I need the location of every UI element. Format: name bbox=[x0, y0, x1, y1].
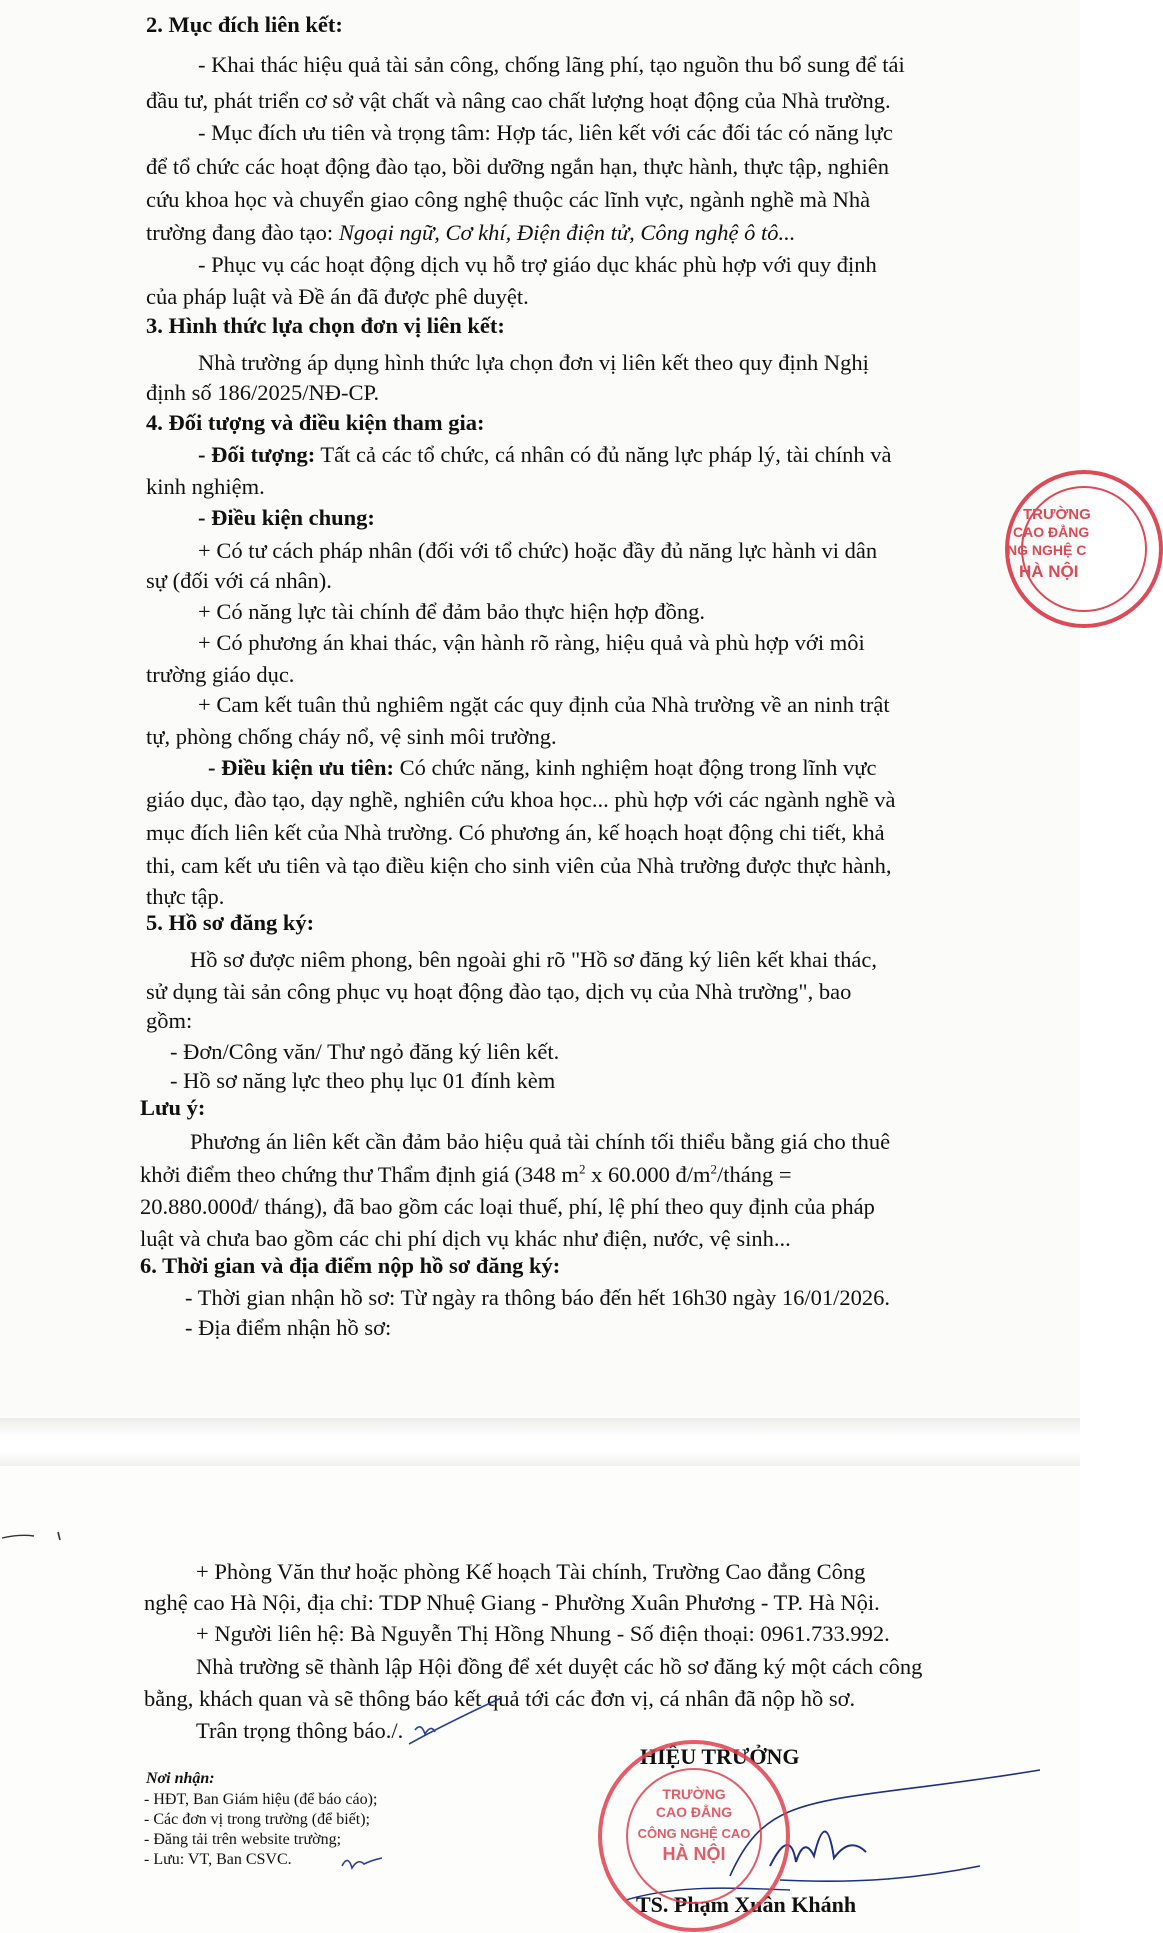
recipient-item: - Đăng tải trên website trường; bbox=[144, 1831, 342, 1848]
scan-mark bbox=[0, 1516, 80, 1556]
s2-paragraph-3-line-1: - Phục vụ các hoạt động dịch vụ hỗ trợ giáo dục khác phù hợp với quy định bbox=[198, 252, 877, 277]
s4-general-1-line-1: + Có tư cách pháp nhân (đối với tổ chức) hoặc đầy đủ năng lực hành vi dân bbox=[198, 538, 878, 563]
school-stamp-edge: TRƯỜNG CAO ĐẲNG NG NGHỆ C HÀ NỘI bbox=[1005, 470, 1163, 628]
s6-item-1: - Thời gian nhận hồ sơ: Từ ngày ra thông báo đến hết 16h30 ngày 16/01/2026. bbox=[185, 1285, 891, 1310]
s3-line-1: Nhà trường áp dụng hình thức lựa chọn đơn vị liên kết theo quy định Nghị bbox=[198, 350, 869, 375]
section-4-heading: 4. Đối tượng và điều kiện tham gia: bbox=[146, 410, 485, 435]
note-line-3: 20.880.000đ/ tháng), đã bao gồm các loại thuế, phí, lệ phí theo quy định của pháp bbox=[140, 1194, 875, 1219]
closing-line: Trân trọng thông báo./. bbox=[196, 1718, 404, 1743]
section-2-heading: 2. Mục đích liên kết: bbox=[146, 12, 343, 37]
address-line-1: + Phòng Văn thư hoặc phòng Kế hoạch Tài chính, Trường Cao đẳng Công bbox=[196, 1559, 866, 1584]
signer-name: TS. Phạm Xuân Khánh bbox=[636, 1892, 857, 1917]
s2-paragraph-2-line-4: trường đang đào tạo: Ngoại ngữ, Cơ khí, Điện điện tử, Công nghệ ô tô... bbox=[146, 220, 796, 245]
council-line-2: bằng, khách quan và sẽ thông báo kết quả tới các đơn vị, cá nhân đã nộp hồ sơ. bbox=[144, 1686, 856, 1711]
s4-general-4-line-2: tự, phòng chống cháy nổ, vệ sinh môi trường. bbox=[146, 724, 557, 749]
s2-paragraph-2-line-1: - Mục đích ưu tiên và trọng tâm: Hợp tác, liên kết với các đối tác có năng lực bbox=[198, 120, 893, 145]
s4-general-1-line-2: sự (đối với cá nhân). bbox=[146, 568, 332, 593]
training-fields: Ngoại ngữ, Cơ khí, Điện điện tử, Công nghệ ô tô... bbox=[338, 220, 796, 245]
s2-paragraph-2-line-2: để tổ chức các hoạt động đào tạo, bồi dưỡng ngắn hạn, thực hành, thực tập, nghiên bbox=[146, 154, 889, 179]
s4-object-line-1: - Đối tượng: Tất cả các tổ chức, cá nhân có đủ năng lực pháp lý, tài chính và bbox=[198, 442, 892, 467]
document-page-2 bbox=[0, 1466, 1080, 1933]
note-line-2: khởi điểm theo chứng thư Thẩm định giá (348 $m^2$ x 60.000 $đ/m^2$/tháng = bbox=[140, 1161, 792, 1187]
s4-priority-line-1: - Điều kiện ưu tiên: Có chức năng, kinh nghiệm hoạt động trong lĩnh vực bbox=[208, 755, 877, 780]
s5-item-2: - Hồ sơ năng lực theo phụ lục 01 đính kèm bbox=[170, 1068, 556, 1093]
s5-item-1: - Đơn/Công văn/ Thư ngỏ đăng ký liên kết. bbox=[170, 1039, 560, 1064]
s4-general-label: - Điều kiện chung: bbox=[198, 505, 375, 530]
initial-mark-icon bbox=[338, 1848, 388, 1876]
s3-line-2: định số 186/2025/NĐ-CP. bbox=[146, 380, 380, 405]
council-line-1: Nhà trường sẽ thành lập Hội đồng để xét duyệt các hồ sơ đăng ký một cách công bbox=[196, 1654, 923, 1679]
section-6-heading: 6. Thời gian và địa điểm nộp hồ sơ đăng ký: bbox=[140, 1253, 561, 1278]
s4-priority-line-3: mục đích liên kết của Nhà trường. Có phương án, kế hoạch hoạt động chi tiết, khả bbox=[146, 820, 885, 845]
initial-mark-icon bbox=[405, 1694, 505, 1750]
s4-priority-line-4: thi, cam kết ưu tiên và tạo điều kiện cho sinh viên của Nhà trường được thực hành, bbox=[146, 853, 892, 878]
s4-general-2: + Có năng lực tài chính để đảm bảo thực hiện hợp đồng. bbox=[198, 599, 705, 624]
s2-paragraph-3-line-2: của pháp luật và Đề án đã được phê duyệt. bbox=[146, 284, 529, 309]
s4-general-3-line-2: trường giáo dục. bbox=[146, 662, 295, 687]
s2-paragraph-1-line-2: đầu tư, phát triển cơ sở vật chất và nâng cao chất lượng hoạt động của Nhà trường. bbox=[146, 88, 891, 113]
recipients-heading: Nơi nhận: bbox=[146, 1770, 215, 1787]
s4-object-line-2: kinh nghiệm. bbox=[146, 474, 265, 499]
s4-general-4-line-1: + Cam kết tuân thủ nghiêm ngặt các quy định của Nhà trường về an ninh trật bbox=[198, 692, 890, 717]
section-3-heading: 3. Hình thức lựa chọn đơn vị liên kết: bbox=[146, 313, 505, 338]
section-5-heading: 5. Hồ sơ đăng ký: bbox=[146, 910, 315, 935]
school-seal-stamp: TRƯỜNG CAO ĐẲNG CÔNG NGHỆ CAO HÀ NỘI bbox=[598, 1740, 790, 1932]
s2-paragraph-2-line-3: cứu khoa học và chuyển giao công nghệ thuộc các lĩnh vực, ngành nghề mà Nhà bbox=[146, 187, 871, 212]
s4-priority-line-5: thực tập. bbox=[146, 884, 225, 909]
s5-line-2: sử dụng tài sản công phục vụ hoạt động đào tạo, dịch vụ của Nhà trường", bao bbox=[146, 979, 852, 1004]
contact-person: + Người liên hệ: Bà Nguyễn Thị Hồng Nhung - Số điện thoại: 0961.733.992. bbox=[196, 1621, 890, 1646]
s4-general-3-line-1: + Có phương án khai thác, vận hành rõ ràng, hiệu quả và phù hợp với môi bbox=[198, 630, 865, 655]
s5-line-3: gồm: bbox=[146, 1008, 193, 1033]
note-heading: Lưu ý: bbox=[140, 1095, 206, 1120]
s5-line-1: Hồ sơ được niêm phong, bên ngoài ghi rõ "Hồ sơ đăng ký liên kết khai thác, bbox=[190, 947, 877, 972]
s4-priority-line-2: giáo dục, đào tạo, dạy nghề, nghiên cứu khoa học... phù hợp với các ngành nghề và bbox=[146, 787, 896, 812]
page-separator bbox=[0, 1418, 1080, 1466]
recipient-item: - Các đơn vị trong trường (để biết); bbox=[144, 1811, 370, 1828]
note-line-1: Phương án liên kết cần đảm bảo hiệu quả tài chính tối thiểu bằng giá cho thuê bbox=[190, 1129, 891, 1154]
recipient-item: - Lưu: VT, Ban CSVC. bbox=[144, 1851, 292, 1868]
address-line-2: nghệ cao Hà Nội, địa chỉ: TDP Nhuệ Giang - Phường Xuân Phương - TP. Hà Nội. bbox=[144, 1590, 880, 1615]
signer-title: HIỆU TRƯỞNG bbox=[640, 1744, 800, 1769]
recipient-item: - HĐT, Ban Giám hiệu (để báo cáo); bbox=[144, 1791, 378, 1808]
s6-item-2: - Địa điểm nhận hồ sơ: bbox=[185, 1315, 392, 1340]
note-line-4: luật và chưa bao gồm các chi phí dịch vụ khác như điện, nước, vệ sinh... bbox=[140, 1226, 791, 1251]
s2-paragraph-1-line-1: - Khai thác hiệu quả tài sản công, chống lãng phí, tạo nguồn thu bổ sung để tái bbox=[198, 52, 905, 77]
